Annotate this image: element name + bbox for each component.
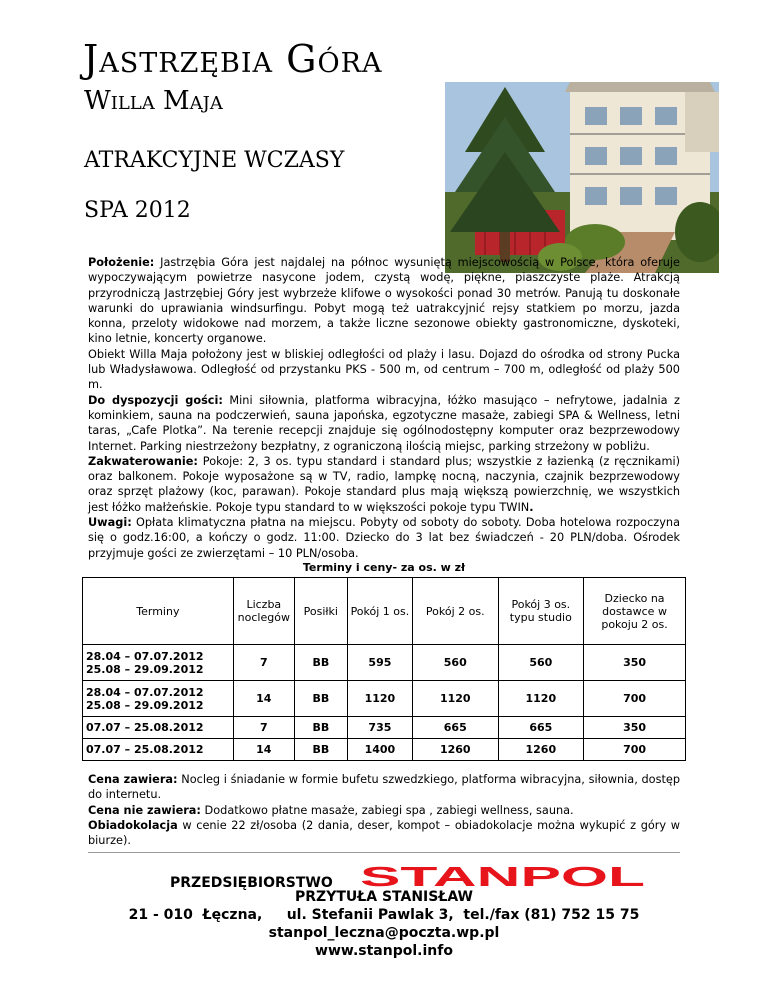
notes-text: Opłata klimatyczna płatna na miejscu. Pobyty od soboty do soboty. Doba hotelowa rozpoczyna się o godz.16:00, a kończy o godz. 11:00. Dziecko do 3 lat bez świadczeń - 20 PLN/doba. Ośrodek przyjmuje gości ze zwierzętami – 10 PLN/osoba. [88, 516, 680, 560]
dinner-label: Obiadokolacja [88, 818, 178, 832]
page-subtitle: Willa Maja [84, 86, 223, 116]
headline-spa: SPA 2012 [84, 198, 191, 223]
row-dates: 07.07 – 25.08.2012 [83, 739, 234, 761]
cell-meals: BB [294, 717, 347, 739]
cell-room-2: 560 [413, 645, 499, 681]
cell-room-2: 665 [413, 717, 499, 739]
location-text-2: Obiekt Willa Maja położony jest w bliskiej odległości od plaży i lasu. Dojazd do ośrodka od strony Pucka lub Władysławowa. Odległość od przystanku PKS - 500 m, od centrum – 700 m, odległość od plaży 500 m. [88, 347, 680, 392]
notes-label: Uwagi: [88, 516, 132, 530]
table-row [83, 645, 686, 681]
cell-room-2: 1260 [413, 739, 499, 761]
cell-meals: BB [294, 739, 347, 761]
cell-child: 350 [584, 645, 686, 681]
header-room-1: Pokój 1 os. [347, 578, 412, 645]
price-table [82, 577, 686, 761]
cell-nights: 14 [233, 739, 294, 761]
table-title: Terminy i ceny- za os. w zł [302, 561, 466, 574]
header-meals: Posiłki [294, 578, 347, 645]
date-range: 25.08 – 29.09.2012 [86, 698, 204, 712]
cell-room-3: 665 [498, 717, 584, 739]
location-label: Położenie: [88, 256, 155, 269]
cell-room-3: 1120 [498, 681, 584, 717]
cell-room-1: 1120 [347, 681, 412, 717]
row-dates [83, 681, 234, 717]
price-notes [88, 772, 680, 848]
headline-offer: ATRAKCYJNE WCZASY [84, 148, 345, 173]
date-range: 28.04 – 07.07.2012 [86, 685, 204, 699]
owner-name: PRZYTUŁA STANISŁAW [295, 889, 473, 905]
company-prefix: PRZEDSIĘBIORSTWO [170, 875, 333, 891]
company-row [0, 866, 768, 891]
divider [88, 852, 680, 853]
header-nights: Liczba noclegów [233, 578, 294, 645]
cell-room-3: 1260 [498, 739, 584, 761]
cell-meals: BB [294, 681, 347, 717]
includes-text: Nocleg i śniadanie w formie bufetu szwedzkiego, platforma wibracyjna, siłownia, dostęp do internetu. [88, 773, 681, 802]
cell-room-3: 560 [498, 645, 584, 681]
date-range: 28.04 – 07.07.2012 [86, 649, 204, 663]
website-link[interactable]: www.stanpol.info [315, 943, 453, 959]
cell-room-1: 735 [347, 717, 412, 739]
footer [0, 866, 768, 960]
cell-child: 700 [584, 681, 686, 717]
email-link[interactable]: stanpol_leczna@poczta.wp.pl [268, 925, 500, 941]
includes-label: Cena zawiera: [88, 773, 178, 786]
stanpol-logo [360, 866, 650, 888]
cell-nights: 7 [233, 645, 294, 681]
cell-child: 700 [584, 739, 686, 761]
villa-photo [445, 82, 719, 273]
header-terms: Terminy [83, 578, 234, 645]
dinner-text: w cenie 22 zł/osoba (2 dania, deser, kompot – obiadokolacje można wykupić z góry w biurze). [88, 818, 680, 848]
cell-meals: BB [294, 645, 347, 681]
cell-room-2: 1120 [413, 681, 499, 717]
row-dates [83, 645, 234, 681]
cell-nights: 7 [233, 717, 294, 739]
header-room-3: Pokój 3 os. typu studio [498, 578, 584, 645]
page-title: Jastrzębia Góra [83, 37, 383, 81]
rooms-text: Pokoje: 2, 3 os. typu standard i standard plus; wszystkie z łazienką (z ręcznikami) oraz balkonem. Pokoje wyposażone są w TV, radio, lampkę nocną, naczynia, czajnik bezprzewodowy oraz sprzęt plażowy (koc, parawan). Pokoje standard plus mają większą powierzchnię, we wszystkich jest łóżko małżeńskie. Pokoje typu standard to w większości pokoje typu TWIN [88, 454, 680, 514]
rooms-label: Zakwaterowanie: [88, 454, 198, 468]
row-dates: 07.07 – 25.08.2012 [83, 717, 234, 739]
table-row [83, 717, 686, 739]
excludes-text: Dodatkowo płatne masaże, zabiegi spa , zabiegi wellness, sauna. [200, 803, 574, 817]
cell-room-1: 1400 [347, 739, 412, 761]
cell-nights: 14 [233, 681, 294, 717]
logo-text: STANPOL [360, 866, 645, 888]
facilities-text: Mini siłownia, platforma wibracyjna, łóżko masująco – nefrytowe, jadalnia z kominkiem, sauna na podczerwień, sauna japońska, egzotyczne masaże, zabiegi SPA & Wellness, letni taras, „Cafe Plotka”. Na terenie recepcji znajduje się ogólnodostępny komputer oraz bezprzewodowy Internet. Parking niestrzeżony bezpłatny, z ograniczoną ilością miejsc, parking strzeżony w pobliżu. [88, 393, 680, 453]
date-range: 25.08 – 29.09.2012 [86, 662, 204, 676]
header-room-2: Pokój 2 os. [413, 578, 499, 645]
facilities-label: Do dyspozycji gości: [88, 393, 223, 407]
address: 21 - 010 Łęczna, ul. Stefanii Pawlak 3, tel./fax (81) 752 15 75 [128, 907, 640, 923]
header-child: Dziecko na dostawce w pokoju 2 os. [584, 578, 686, 645]
cell-room-1: 595 [347, 645, 412, 681]
table-row [83, 681, 686, 717]
location-text: Jastrzębia Góra jest najdalej na północ wysuniętą miejscowością w Polsce, która oferuje wypoczywającym powietrze nasycone jodem, czystą wodę, piękne, piaszczyste plaże. Atrakcją przyrodniczą Jastrzębiej Góry jest wybrzeże klifowe o wysokości ponad 30 metrów. Panują tu doskonałe warunki do uprawiania windsurfingu. Pobyt mogą też uatrakcyjnić rejsy statkiem po morzu, jazda konna, przeloty widokowe nad morzem, a także liczne sezonowe obiekty gastronomiczne, dyskoteki, kino letnie, koncerty organowe. [88, 256, 680, 346]
rooms-dot: . [529, 500, 534, 514]
cell-child: 350 [584, 717, 686, 739]
description [88, 255, 680, 561]
table-row [83, 739, 686, 761]
table-header-row [83, 578, 686, 645]
excludes-label: Cena nie zawiera: [88, 803, 201, 817]
